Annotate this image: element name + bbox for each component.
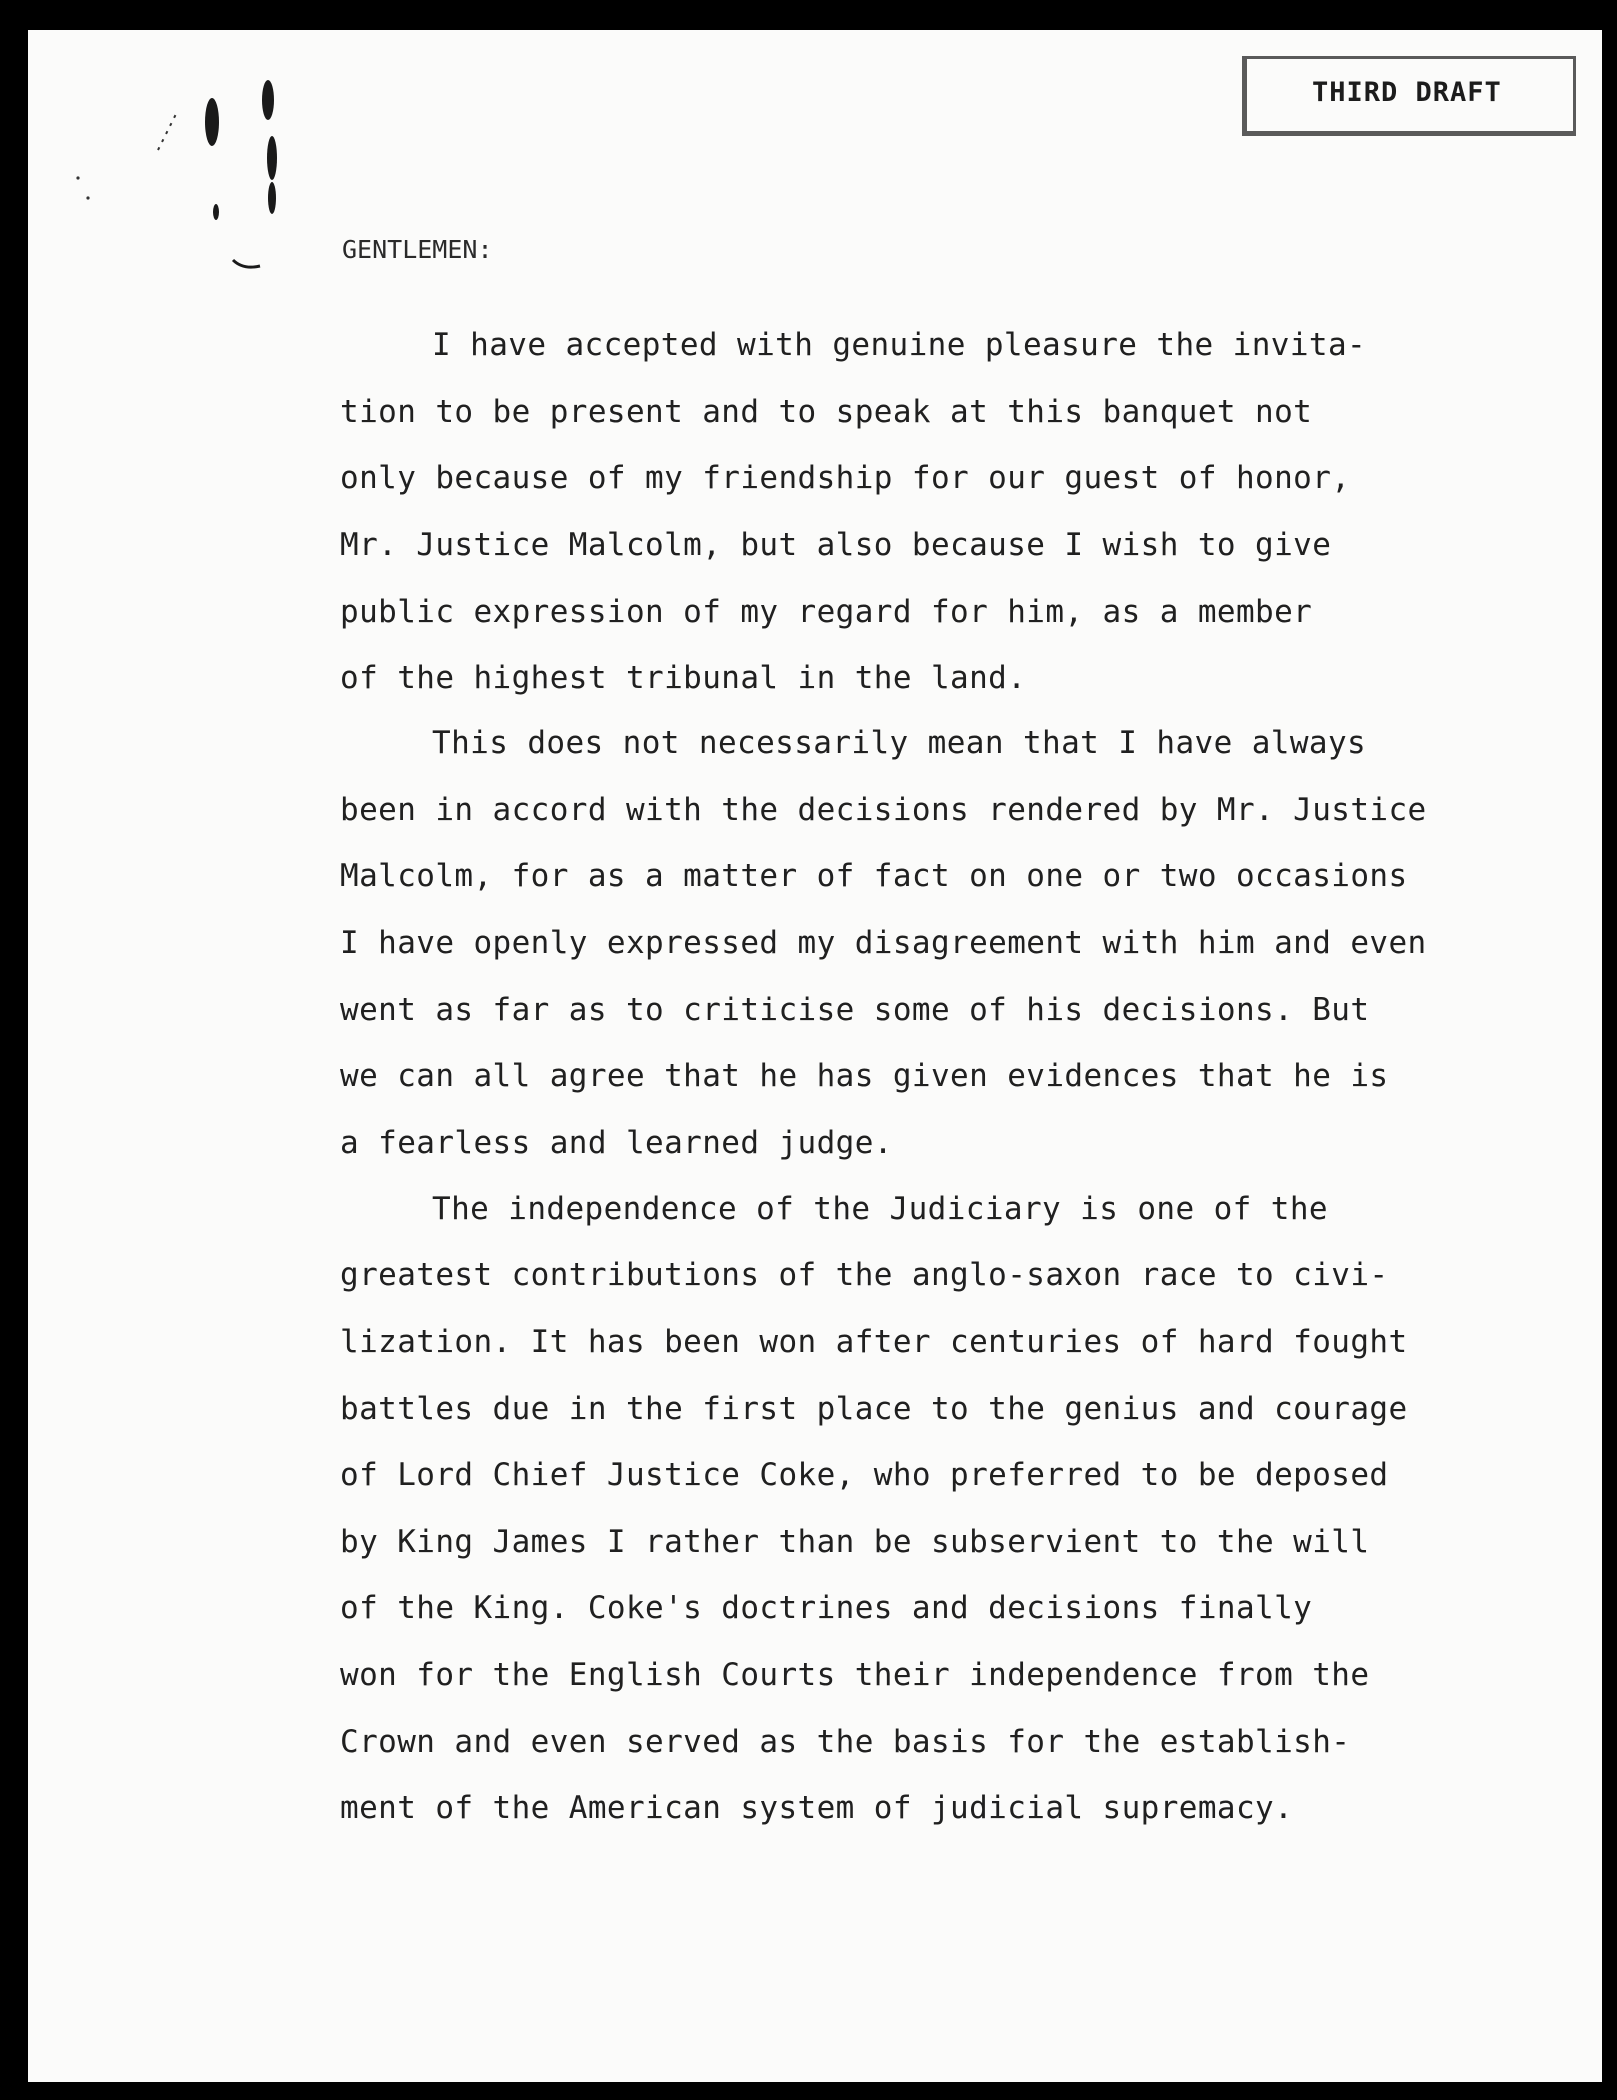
document-page <box>28 30 1602 2082</box>
binder-hole-marks <box>28 30 328 290</box>
salutation: GENTLEMEN: <box>342 235 493 264</box>
body-line: Mr. Justice Malcolm, but also because I wish to give <box>340 527 1332 563</box>
body-line: public expression of my regard for him, as a member <box>340 594 1313 630</box>
body-line: Malcolm, for as a matter of fact on one or two occasions <box>340 858 1408 894</box>
body-line: went as far as to criticise some of his decisions. But <box>340 992 1370 1028</box>
body-line: tion to be present and to speak at this banquet not <box>340 394 1313 430</box>
body-line: Crown and even served as the basis for the establish- <box>340 1724 1351 1760</box>
body-line: we can all agree that he has given evidences that he is <box>340 1058 1389 1094</box>
draft-stamp-label: THIRD DRAFT <box>1312 77 1502 108</box>
body-line: greatest contributions of the anglo-saxon race to civi- <box>340 1257 1389 1293</box>
body-line: won for the English Courts their independence from the <box>340 1657 1370 1693</box>
body-line: of the highest tribunal in the land. <box>340 660 1027 696</box>
body-line: only because of my friendship for our guest of honor, <box>340 460 1351 496</box>
body-line: The independence of the Judiciary is one of the <box>432 1191 1328 1227</box>
body-line: of the King. Coke's doctrines and decisions finally <box>340 1590 1313 1626</box>
body-line: been in accord with the decisions rendered by Mr. Justice <box>340 792 1427 828</box>
body-line: I have openly expressed my disagreement with him and even <box>340 925 1427 961</box>
body-line: battles due in the first place to the genius and courage <box>340 1391 1408 1427</box>
body-line: lization. It has been won after centuries of hard fought <box>340 1324 1408 1360</box>
body-line: I have accepted with genuine pleasure the invita- <box>432 327 1367 363</box>
draft-stamp <box>1242 56 1576 136</box>
body-line: This does not necessarily mean that I have always <box>432 725 1367 761</box>
body-line: by King James I rather than be subservient to the will <box>340 1524 1370 1560</box>
body-line: a fearless and learned judge. <box>340 1125 893 1161</box>
body-line: of Lord Chief Justice Coke, who preferred to be deposed <box>340 1457 1389 1493</box>
body-line: ment of the American system of judicial supremacy. <box>340 1790 1294 1826</box>
